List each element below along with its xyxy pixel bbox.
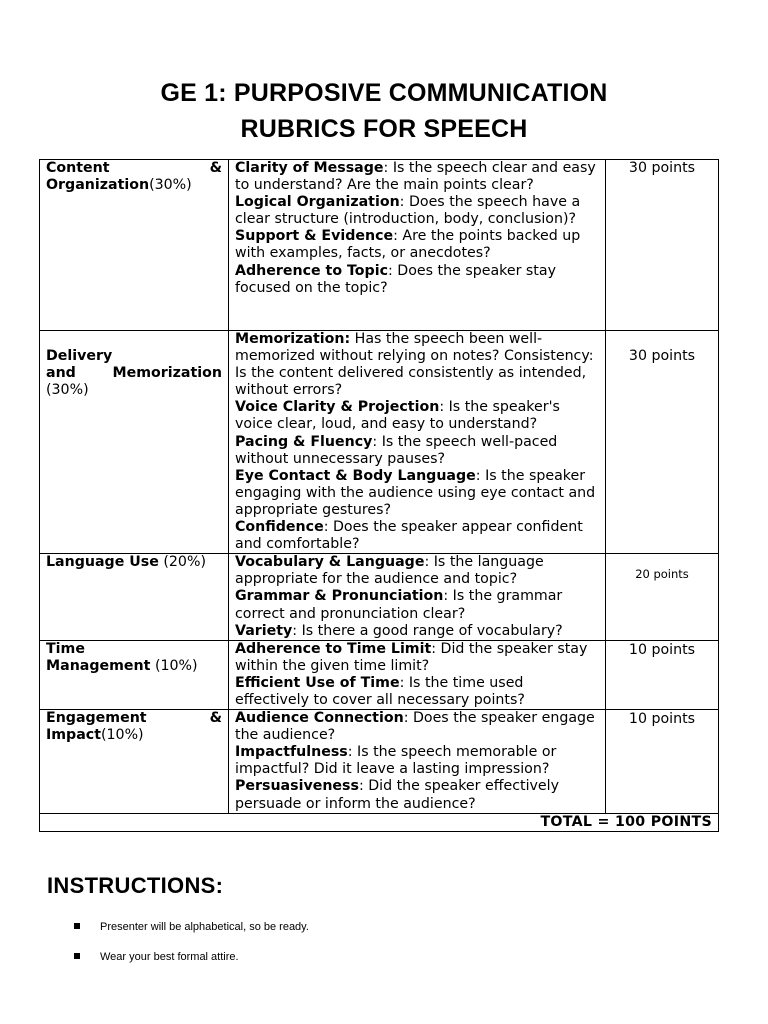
- rubric-table: [39, 159, 719, 832]
- category-name: Content &: [46, 160, 222, 176]
- criterion-name: Memorization:: [235, 331, 351, 347]
- table-row: [40, 331, 719, 554]
- criterion-name: Adherence to Time Limit: [235, 640, 432, 657]
- points-cell: 10 points: [606, 710, 719, 814]
- category-cell: [40, 554, 229, 640]
- list-item: [74, 951, 239, 963]
- category-name: Language Use: [46, 554, 159, 571]
- page-title: GE 1: PURPOSIVE COMMUNICATION: [160, 79, 608, 107]
- instruction-text: Wear your best formal attire.: [100, 951, 239, 963]
- criterion-name: Voice Clarity & Projection: [235, 399, 440, 416]
- bullet-square-icon: [74, 923, 80, 929]
- criterion-name: Adherence to Topic: [235, 262, 388, 279]
- table-row: [40, 160, 719, 331]
- category-weight: (20%): [158, 554, 206, 571]
- criterion-name: Grammar & Pronunciation: [235, 588, 444, 605]
- category-weight: (30%): [46, 382, 89, 399]
- list-item: [74, 921, 309, 933]
- table-row: [40, 710, 719, 814]
- category-cell: Time Management (10%): [40, 640, 229, 709]
- criteria-cell: Memorization: Has the speech been well-memorized without relying on notes? Consistency: Is the content delivered consistently as intended, without errors? Voice Clarity & Projection: Is the speaker's voice clear, loud, and easy to understand? Pacing & Fluency: Is the speech well-paced without unnecessary pauses? Eye Contact & Body Language: Is the speaker engaging with the audience using eye contact and appropriate gestures? Confidence: Does the speaker appear confident and comfortable?: [229, 331, 606, 554]
- category-name: Delivery: [46, 348, 113, 364]
- instructions-heading: INSTRUCTIONS:: [47, 873, 224, 898]
- category-cell: Delivery and Memorization (30%): [40, 331, 229, 554]
- criteria-cell: Audience Connection: Does the speaker engage the audience? Impactfulness: Is the speech memorable or impactful? Did it leave a lasting impression? Persuasiveness: Did the speaker effectively persuade or inform the audience?: [229, 710, 606, 814]
- bullet-square-icon: [74, 953, 80, 959]
- points-cell: 30 points: [606, 160, 719, 331]
- criterion-name: Audience Connection: [235, 710, 404, 727]
- instruction-text: Presenter will be alphabetical, so be ready.: [100, 921, 309, 933]
- criterion-name: Efficient Use of Time: [235, 674, 400, 691]
- category-weight: (30%): [149, 177, 192, 194]
- criteria-cell: Vocabulary & Language: Is the language appropriate for the audience and topic? Grammar & Pronunciation: Is the grammar correct and pronunciation clear? Variety: Is there a good range of vocabulary?: [229, 554, 606, 640]
- category-cell: Content & Organization(30%): [40, 160, 229, 331]
- total-row: [40, 813, 719, 831]
- points-cell: 30 points: [606, 331, 719, 554]
- criterion-name: Eye Contact & Body Language: [235, 467, 476, 484]
- criterion-name: Vocabulary & Language: [235, 554, 425, 571]
- criterion-name: Support & Evidence: [235, 228, 394, 245]
- criterion-name: Impactfulness: [235, 744, 348, 761]
- points-cell: 10 points: [606, 640, 719, 709]
- total-cell: TOTAL = 100 POINTS: [40, 813, 719, 831]
- points-cell: 20 points: [606, 554, 719, 640]
- criterion-name: Clarity of Message: [235, 160, 384, 176]
- criterion-name: Pacing & Fluency: [235, 433, 373, 450]
- criterion-name: Persuasiveness: [235, 778, 359, 795]
- category-name: Engagement &: [46, 710, 222, 727]
- category-cell: Engagement & Impact(10%): [40, 710, 229, 814]
- criteria-cell: Clarity of Message: Is the speech clear and easy to understand? Are the main points clear? Logical Organization: Does the speech have a clear structure (introduction, body, conclusion)? Support & Evidence: Are the points backed up with examples, facts, or anecdotes? Adherence to Topic: Does the speaker stay focused on the topic?: [229, 160, 606, 331]
- criteria-cell: Adherence to Time Limit: Did the speaker stay within the given time limit? Efficient Use of Time: Is the time used effectively to cover all necessary points?: [229, 640, 606, 709]
- page-subtitle: RUBRICS FOR SPEECH: [240, 115, 528, 143]
- criterion-name: Variety: [235, 622, 293, 639]
- criterion-name: Confidence: [235, 519, 324, 536]
- table-row: [40, 640, 719, 709]
- category-name: Time: [46, 640, 85, 657]
- category-weight: (10%): [100, 727, 144, 744]
- criterion-name: Logical Organization: [235, 194, 400, 211]
- category-weight: (10%): [150, 657, 198, 674]
- table-row: [40, 554, 719, 640]
